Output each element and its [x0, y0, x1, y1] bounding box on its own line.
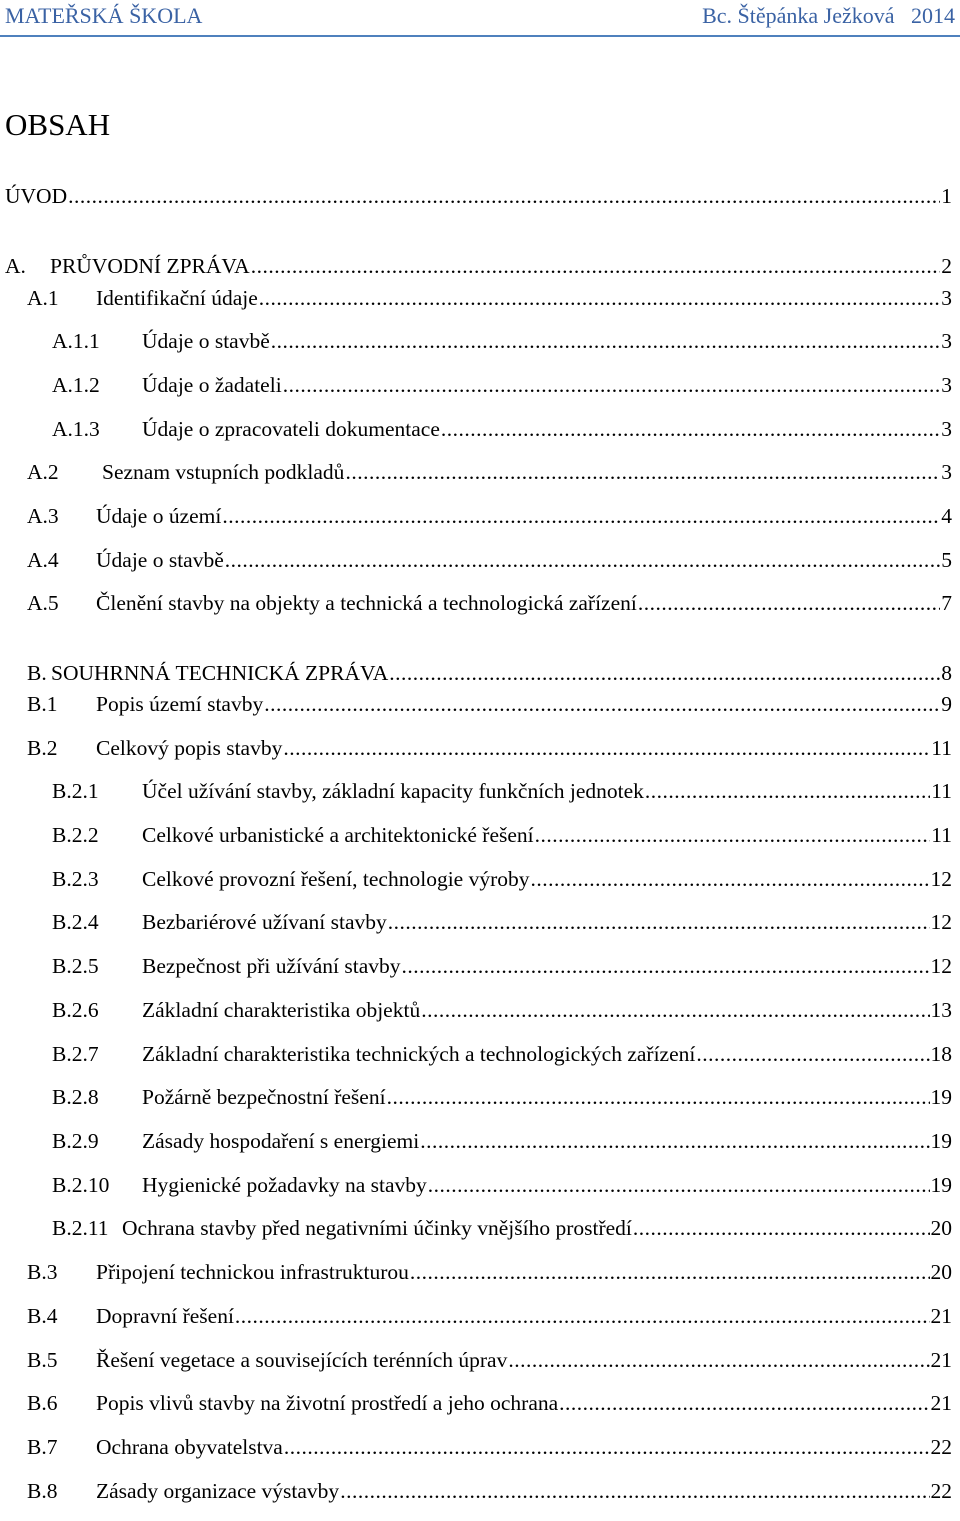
- toc-entry-number: A.5: [27, 591, 59, 615]
- toc-dot-leader: [388, 907, 930, 937]
- toc-entry[interactable]: [52, 370, 952, 400]
- toc-entry-page-number: 11: [931, 779, 952, 803]
- toc-entry-number: B.2.2: [52, 823, 99, 847]
- toc-entry[interactable]: [27, 1301, 952, 1331]
- toc-dot-leader: [235, 1301, 930, 1331]
- toc-dot-leader: [284, 1432, 930, 1462]
- toc-entry-title: Údaje o žadateli: [142, 373, 282, 397]
- toc-entry-page-number: 1: [941, 184, 952, 208]
- toc-entry-title: Ochrana stavby před negativními účinky vnějšího prostředí: [122, 1216, 632, 1240]
- toc-dot-leader: [410, 1257, 930, 1287]
- toc-entry-title: Základní charakteristika technických a technologických zařízení: [142, 1042, 696, 1066]
- toc-entry-number: A.1.1: [52, 329, 100, 353]
- toc-entry-title: Údaje o stavbě: [96, 548, 224, 572]
- toc-dot-leader: [421, 995, 929, 1025]
- toc-entry-page-number: 3: [941, 460, 952, 484]
- toc-entry-page-number: 22: [930, 1479, 952, 1503]
- toc-entry[interactable]: [27, 1388, 952, 1418]
- toc-entry[interactable]: [52, 951, 952, 981]
- toc-entry-number: B.2.5: [52, 954, 99, 978]
- toc-entry-number: B.2: [27, 736, 58, 760]
- toc-dot-leader: [441, 414, 940, 444]
- toc-entry[interactable]: [27, 1345, 952, 1375]
- page-title: OBSAH: [5, 107, 111, 142]
- toc-entry-number: B.3: [27, 1260, 58, 1284]
- toc-dot-leader: [535, 820, 931, 850]
- toc-entry-number: A.4: [27, 548, 59, 572]
- toc-dot-leader: [259, 283, 940, 313]
- toc-dot-leader: [283, 370, 941, 400]
- toc-entry[interactable]: [52, 1082, 952, 1112]
- toc-entry-page-number: 8: [941, 661, 952, 685]
- toc-entry-number: B.2.4: [52, 910, 99, 934]
- toc-entry[interactable]: [27, 545, 952, 575]
- toc-entry-number: A.1.2: [52, 373, 100, 397]
- toc-entry-title: Zásady hospodaření s energiemi: [142, 1129, 420, 1153]
- toc-entry-title: Členění stavby na objekty a technická a technologická zařízení: [96, 591, 637, 615]
- toc-dot-leader: [387, 1082, 930, 1112]
- toc-entry-page-number: 3: [941, 417, 952, 441]
- toc-entry[interactable]: [27, 283, 952, 313]
- header-author-year: Bc. Štěpánka Ježková 2014: [702, 3, 955, 28]
- toc-entry-number: B.6: [27, 1391, 58, 1415]
- toc-entry-page-number: 9: [941, 692, 952, 716]
- toc-dot-leader: [264, 689, 940, 719]
- toc-entry[interactable]: [52, 326, 952, 356]
- toc-entry-title: Účel užívání stavby, základní kapacity funkčních jednotek: [142, 779, 644, 803]
- toc-entry[interactable]: [27, 689, 952, 719]
- toc-entry[interactable]: [27, 457, 952, 487]
- toc-entry[interactable]: [52, 1170, 952, 1200]
- toc-entry-title: Identifikační údaje: [96, 286, 258, 310]
- toc-entry-number: B.1: [27, 692, 58, 716]
- toc-entry-number: A.1.3: [52, 417, 100, 441]
- toc-entry[interactable]: [52, 1213, 952, 1243]
- toc-entry[interactable]: [27, 1432, 952, 1462]
- toc-entry[interactable]: [5, 251, 952, 281]
- toc-entry-number: B.2.8: [52, 1085, 99, 1109]
- toc-dot-leader: [402, 951, 930, 981]
- toc-entry-number: B.2.10: [52, 1173, 110, 1197]
- toc-dot-leader: [559, 1388, 929, 1418]
- page-header: [0, 0, 960, 36]
- toc-entry-title: Celkové provozní řešení, technologie výroby: [142, 867, 530, 891]
- toc-entry-number: A.: [5, 254, 26, 278]
- toc-entry-title: Popis vlivů stavby na životní prostředí a jeho ochrana: [96, 1391, 559, 1415]
- toc-entry-title: Údaje o území: [96, 504, 222, 528]
- toc-dot-leader: [633, 1213, 930, 1243]
- toc-entry-page-number: 18: [930, 1042, 952, 1066]
- toc-dot-leader: [531, 864, 930, 894]
- toc-dot-leader: [420, 1126, 929, 1156]
- toc-entry-title: Základní charakteristika objektů: [142, 998, 421, 1022]
- toc-entry-number: B.5: [27, 1348, 58, 1372]
- toc-entry-page-number: 22: [930, 1435, 952, 1459]
- toc-entry[interactable]: [52, 995, 952, 1025]
- toc-entry-title: Popis území stavby: [96, 692, 264, 716]
- toc-entry-page-number: 3: [941, 329, 952, 353]
- toc-entry-title: Požárně bezpečnostní řešení: [142, 1085, 386, 1109]
- toc-entry-title: Zásady organizace výstavby: [96, 1479, 340, 1503]
- header-school: MATEŘSKÁ ŠKOLA: [5, 3, 203, 28]
- toc-entry-title: ÚVOD: [5, 184, 68, 208]
- toc-entry-title: Celkové urbanistické a architektonické řešení: [142, 823, 534, 847]
- toc-entry-page-number: 13: [930, 998, 952, 1022]
- toc-entry[interactable]: [52, 1126, 952, 1156]
- toc-entry-title: Dopravní řešení: [96, 1304, 234, 1328]
- toc-entry-page-number: 21: [930, 1304, 952, 1328]
- header-rule: [0, 35, 960, 37]
- toc-entry-number: B.7: [27, 1435, 58, 1459]
- toc-entry-number: B.2.11: [52, 1216, 109, 1240]
- toc-entry-number: B.4: [27, 1304, 58, 1328]
- toc-entry-page-number: 20: [930, 1216, 952, 1240]
- toc-dot-leader: [340, 1476, 929, 1506]
- toc-entry-page-number: 3: [941, 373, 952, 397]
- toc-entry-page-number: 11: [931, 736, 952, 760]
- toc-entry-title: Celkový popis stavby: [96, 736, 283, 760]
- toc-dot-leader: [222, 501, 940, 531]
- toc-entry-title: Údaje o stavbě: [142, 329, 270, 353]
- toc-dot-leader: [508, 1345, 929, 1375]
- toc-entry-page-number: 19: [930, 1129, 952, 1153]
- toc-entry-number: B.: [27, 661, 47, 685]
- toc-entry[interactable]: [27, 1476, 952, 1506]
- toc-dot-leader: [225, 545, 940, 575]
- toc-entry[interactable]: [27, 588, 952, 618]
- toc-dot-leader: [638, 588, 940, 618]
- toc-dot-leader: [271, 326, 940, 356]
- toc-entry-title: PRŮVODNÍ ZPRÁVA: [50, 254, 250, 278]
- toc-entry-page-number: 12: [930, 910, 952, 934]
- toc-dot-leader: [428, 1170, 930, 1200]
- toc-entry-page-number: 7: [941, 591, 952, 615]
- toc-entry-page-number: 19: [930, 1085, 952, 1109]
- toc-entry-title: Údaje o zpracovateli dokumentace: [142, 417, 440, 441]
- toc-entry-title: Řešení vegetace a souvisejících terénních úprav: [96, 1348, 508, 1372]
- toc-entry-title: Seznam vstupních podkladů: [102, 460, 345, 484]
- toc-dot-leader: [345, 457, 940, 487]
- toc-entry[interactable]: [52, 776, 952, 806]
- toc-entry-number: B.8: [27, 1479, 58, 1503]
- toc-entry[interactable]: [27, 733, 952, 763]
- toc-entry[interactable]: [27, 1257, 952, 1287]
- toc-entry-title: Hygienické požadavky na stavby: [142, 1173, 427, 1197]
- toc-entry[interactable]: [52, 907, 952, 937]
- toc-dot-leader: [389, 658, 940, 688]
- toc-entry-title: SOUHRNNÁ TECHNICKÁ ZPRÁVA: [51, 661, 389, 685]
- toc-entry-number: B.2.1: [52, 779, 99, 803]
- toc-entry-page-number: 2: [941, 254, 952, 278]
- toc-entry-number: B.2.7: [52, 1042, 99, 1066]
- toc-entry-number: A.3: [27, 504, 59, 528]
- toc-entry[interactable]: [52, 1039, 952, 1069]
- toc-entry-page-number: 20: [930, 1260, 952, 1284]
- toc-entry-page-number: 5: [941, 548, 952, 572]
- toc-entry[interactable]: [27, 658, 952, 688]
- toc-entry-page-number: 19: [930, 1173, 952, 1197]
- toc-dot-leader: [251, 251, 941, 281]
- toc-entry[interactable]: [52, 414, 952, 444]
- toc-entry[interactable]: [52, 864, 952, 894]
- toc-entry-page-number: 21: [930, 1348, 952, 1372]
- toc-entry-page-number: 11: [931, 823, 952, 847]
- toc-entry-title: Bezbariérové užívaní stavby: [142, 910, 387, 934]
- toc-entry[interactable]: [27, 501, 952, 531]
- toc-entry-number: A.2: [27, 460, 59, 484]
- toc-entry-title: Připojení technickou infrastrukturou: [96, 1260, 409, 1284]
- toc-entry-page-number: 12: [930, 867, 952, 891]
- toc-dot-leader: [696, 1039, 929, 1069]
- toc-entry-page-number: 21: [930, 1391, 952, 1415]
- toc-entry-title: Bezpečnost při užívání stavby: [142, 954, 401, 978]
- toc-entry-number: A.1: [27, 286, 59, 310]
- toc-entry-number: B.2.9: [52, 1129, 99, 1153]
- toc-dot-leader: [283, 733, 930, 763]
- toc-entry-page-number: 3: [941, 286, 952, 310]
- toc-entry-number: B.2.6: [52, 998, 99, 1022]
- toc-entry-page-number: 4: [941, 504, 952, 528]
- toc-entry[interactable]: [5, 181, 952, 211]
- toc-dot-leader: [68, 181, 940, 211]
- toc-entry-title: Ochrana obyvatelstva: [96, 1435, 283, 1459]
- toc-entry[interactable]: [52, 820, 952, 850]
- toc-entry-number: B.2.3: [52, 867, 99, 891]
- toc-entry-page-number: 12: [930, 954, 952, 978]
- toc-dot-leader: [645, 776, 930, 806]
